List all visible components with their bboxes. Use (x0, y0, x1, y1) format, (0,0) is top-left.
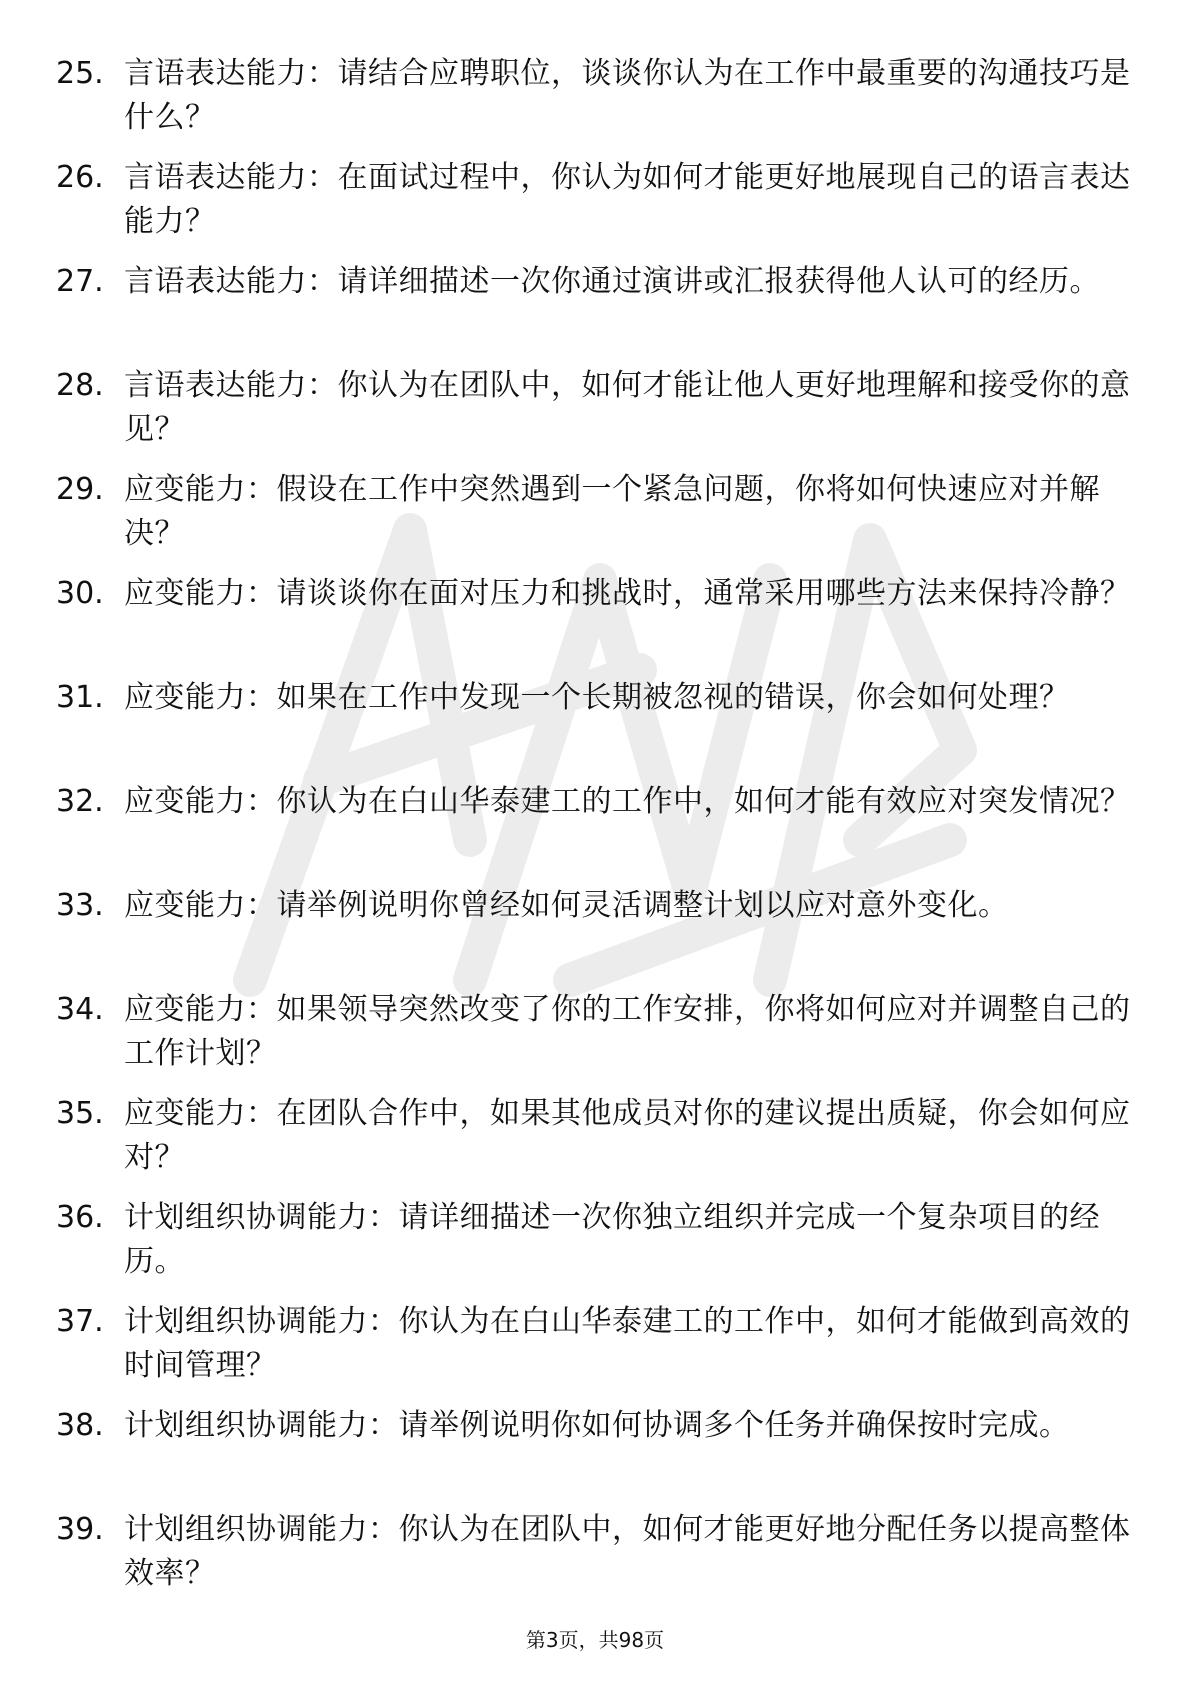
page-footer (0, 1626, 1190, 1654)
list-item (0, 1396, 1190, 1500)
list-item (0, 980, 1190, 1084)
list-item (0, 1500, 1190, 1604)
list-item (0, 460, 1190, 564)
list-item (0, 252, 1190, 356)
question-text: 应变能力：在团队合作中，如果其他成员对你的建议提出质疑，你会如何应对？ (124, 1096, 1131, 1175)
question-text: 应变能力：你认为在白山华泰建工的工作中，如何才能有效应对突发情况？ (124, 784, 1131, 819)
question-text: 计划组织协调能力：你认为在白山华泰建工的工作中，如何才能做到高效的时间管理？ (124, 1304, 1131, 1383)
list-item (0, 148, 1190, 252)
question-text: 言语表达能力：你认为在团队中，如何才能让他人更好地理解和接受你的意见？ (124, 368, 1131, 447)
question-number: 32. (56, 784, 104, 819)
question-text: 应变能力：如果在工作中发现一个长期被忽视的错误，你会如何处理？ (124, 680, 1070, 715)
list-item (0, 1084, 1190, 1188)
list-item (0, 44, 1190, 148)
question-text: 应变能力：如果领导突然改变了你的工作安排，你将如何应对并调整自己的工作计划？ (124, 992, 1131, 1071)
question-number: 29. (56, 472, 104, 507)
question-number: 28. (56, 368, 104, 403)
question-text: 言语表达能力：请结合应聘职位，谈谈你认为在工作中最重要的沟通技巧是什么？ (124, 56, 1131, 135)
question-number: 38. (56, 1408, 104, 1443)
list-item (0, 1188, 1190, 1292)
list-item (0, 876, 1190, 980)
question-number: 39. (56, 1512, 104, 1547)
question-number: 35. (56, 1096, 104, 1131)
question-number: 36. (56, 1200, 104, 1235)
list-item (0, 772, 1190, 876)
question-text: 计划组织协调能力：请详细描述一次你独立组织并完成一个复杂项目的经历。 (124, 1200, 1100, 1279)
question-number: 26. (56, 160, 104, 195)
question-number: 25. (56, 56, 104, 91)
question-text: 言语表达能力：在面试过程中，你认为如何才能更好地展现自己的语言表达能力？ (124, 160, 1131, 239)
question-number: 34. (56, 992, 104, 1027)
question-list (0, 44, 1190, 1604)
question-number: 33. (56, 888, 104, 923)
question-number: 27. (56, 264, 104, 299)
question-text: 应变能力：假设在工作中突然遇到一个紧急问题，你将如何快速应对并解决？ (124, 472, 1100, 551)
page-number-label: 第3页，共98页 (525, 1628, 665, 1652)
question-text: 应变能力：请谈谈你在面对压力和挑战时，通常采用哪些方法来保持冷静？ (124, 576, 1131, 611)
list-item (0, 356, 1190, 460)
list-item (0, 564, 1190, 668)
question-text: 言语表达能力：请详细描述一次你通过演讲或汇报获得他人认可的经历。 (124, 264, 1100, 299)
question-text: 应变能力：请举例说明你曾经如何灵活调整计划以应对意外变化。 (124, 888, 1009, 923)
question-text: 计划组织协调能力：你认为在团队中，如何才能更好地分配任务以提高整体效率？ (124, 1512, 1131, 1591)
question-text: 计划组织协调能力：请举例说明你如何协调多个任务并确保按时完成。 (124, 1408, 1070, 1443)
list-item (0, 1292, 1190, 1396)
question-number: 30. (56, 576, 104, 611)
list-item (0, 668, 1190, 772)
question-number: 31. (56, 680, 104, 715)
question-number: 37. (56, 1304, 104, 1339)
